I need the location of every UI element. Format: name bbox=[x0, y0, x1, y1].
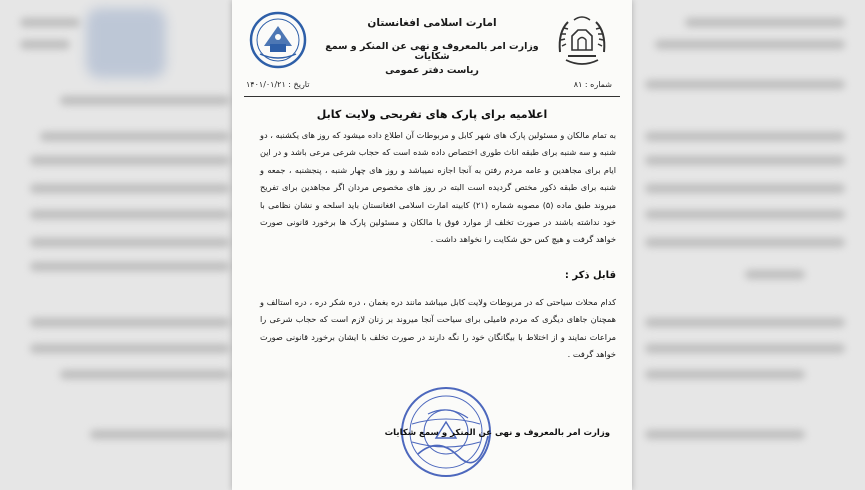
header-line-1: امارت اسلامی افغانستان bbox=[367, 17, 497, 29]
ministry-emblem-icon bbox=[248, 10, 308, 72]
document-date: تاریخ : ۱۴۰۱/۰۱/۲۱ bbox=[246, 80, 310, 89]
header-line-2: وزارت امر بالمعروف و نهی عن المنکر و سمع شکایات bbox=[325, 41, 539, 62]
note-paragraph: کدام محلات سیاحتی که در مربوطات ولایت کابل میباشد مانند دره بغمان ، دره شکر دره ، دره استالف و همچنان جاهای دیگری که مردم فامیلی برای سیاحت آنجا میروند بر زنان لازم است که حجاب شرعی را مراعات نمایند و از اختلاط با بیگانگان خود را نگه دارند در صورت تخلف با ایشان برخورد قانونی صورت خواهد گرفت . bbox=[260, 297, 616, 360]
blurred-background-right bbox=[625, 0, 865, 490]
blurred-background-left bbox=[0, 0, 240, 490]
note-heading: قابل ذکر : bbox=[564, 270, 616, 281]
body-paragraph: به تمام مالکان و مسئولین پارک های شهر کابل و مربوطات آن اطلاع داده میشود که روز های یکشنبه ، دو شنبه و سه شنبه برای طبقه اناث طوری اختصاص داده شده است که حجاب شرعی مرعی باشد و در این ایام برای مجاهدین و عامه مردم رفتن به آنجا اجازه نمیباشد و روز های چهار شنبه ، پنجشنبه ، جمعه و شنبه برای طبقه ذکور مختص گردیده است البته در روز های مخصوص مردان اگر مجاهدین برای تفریح میروند طبق ماده (۵) مصوبه شماره (۲۱) کابینه امارت اسلامی افغانستان باید اسلحه و نشان نظامی با خود نداشته باشند در صورت تخلف از موارد فوق با مالکان و مسئولین پارک ها برخورد قانونی صورت خواهد گرفت و هیچ کس حق شکایت را نخواهد داشت . bbox=[260, 130, 616, 245]
announcement-document bbox=[232, 0, 632, 490]
header-line-3: ریاست دفتر عمومی bbox=[385, 65, 479, 76]
signature-ministry: وزارت امر بالمعروف و نهی عن المنکر و سمع شکایات bbox=[384, 428, 610, 438]
header-divider bbox=[244, 96, 620, 97]
document-number: شماره : ۸۱ bbox=[573, 80, 612, 89]
announcement-title: اعلامیه برای پارک های تفریحی ولایت کابل bbox=[316, 108, 548, 121]
emirate-emblem-icon bbox=[554, 12, 610, 70]
